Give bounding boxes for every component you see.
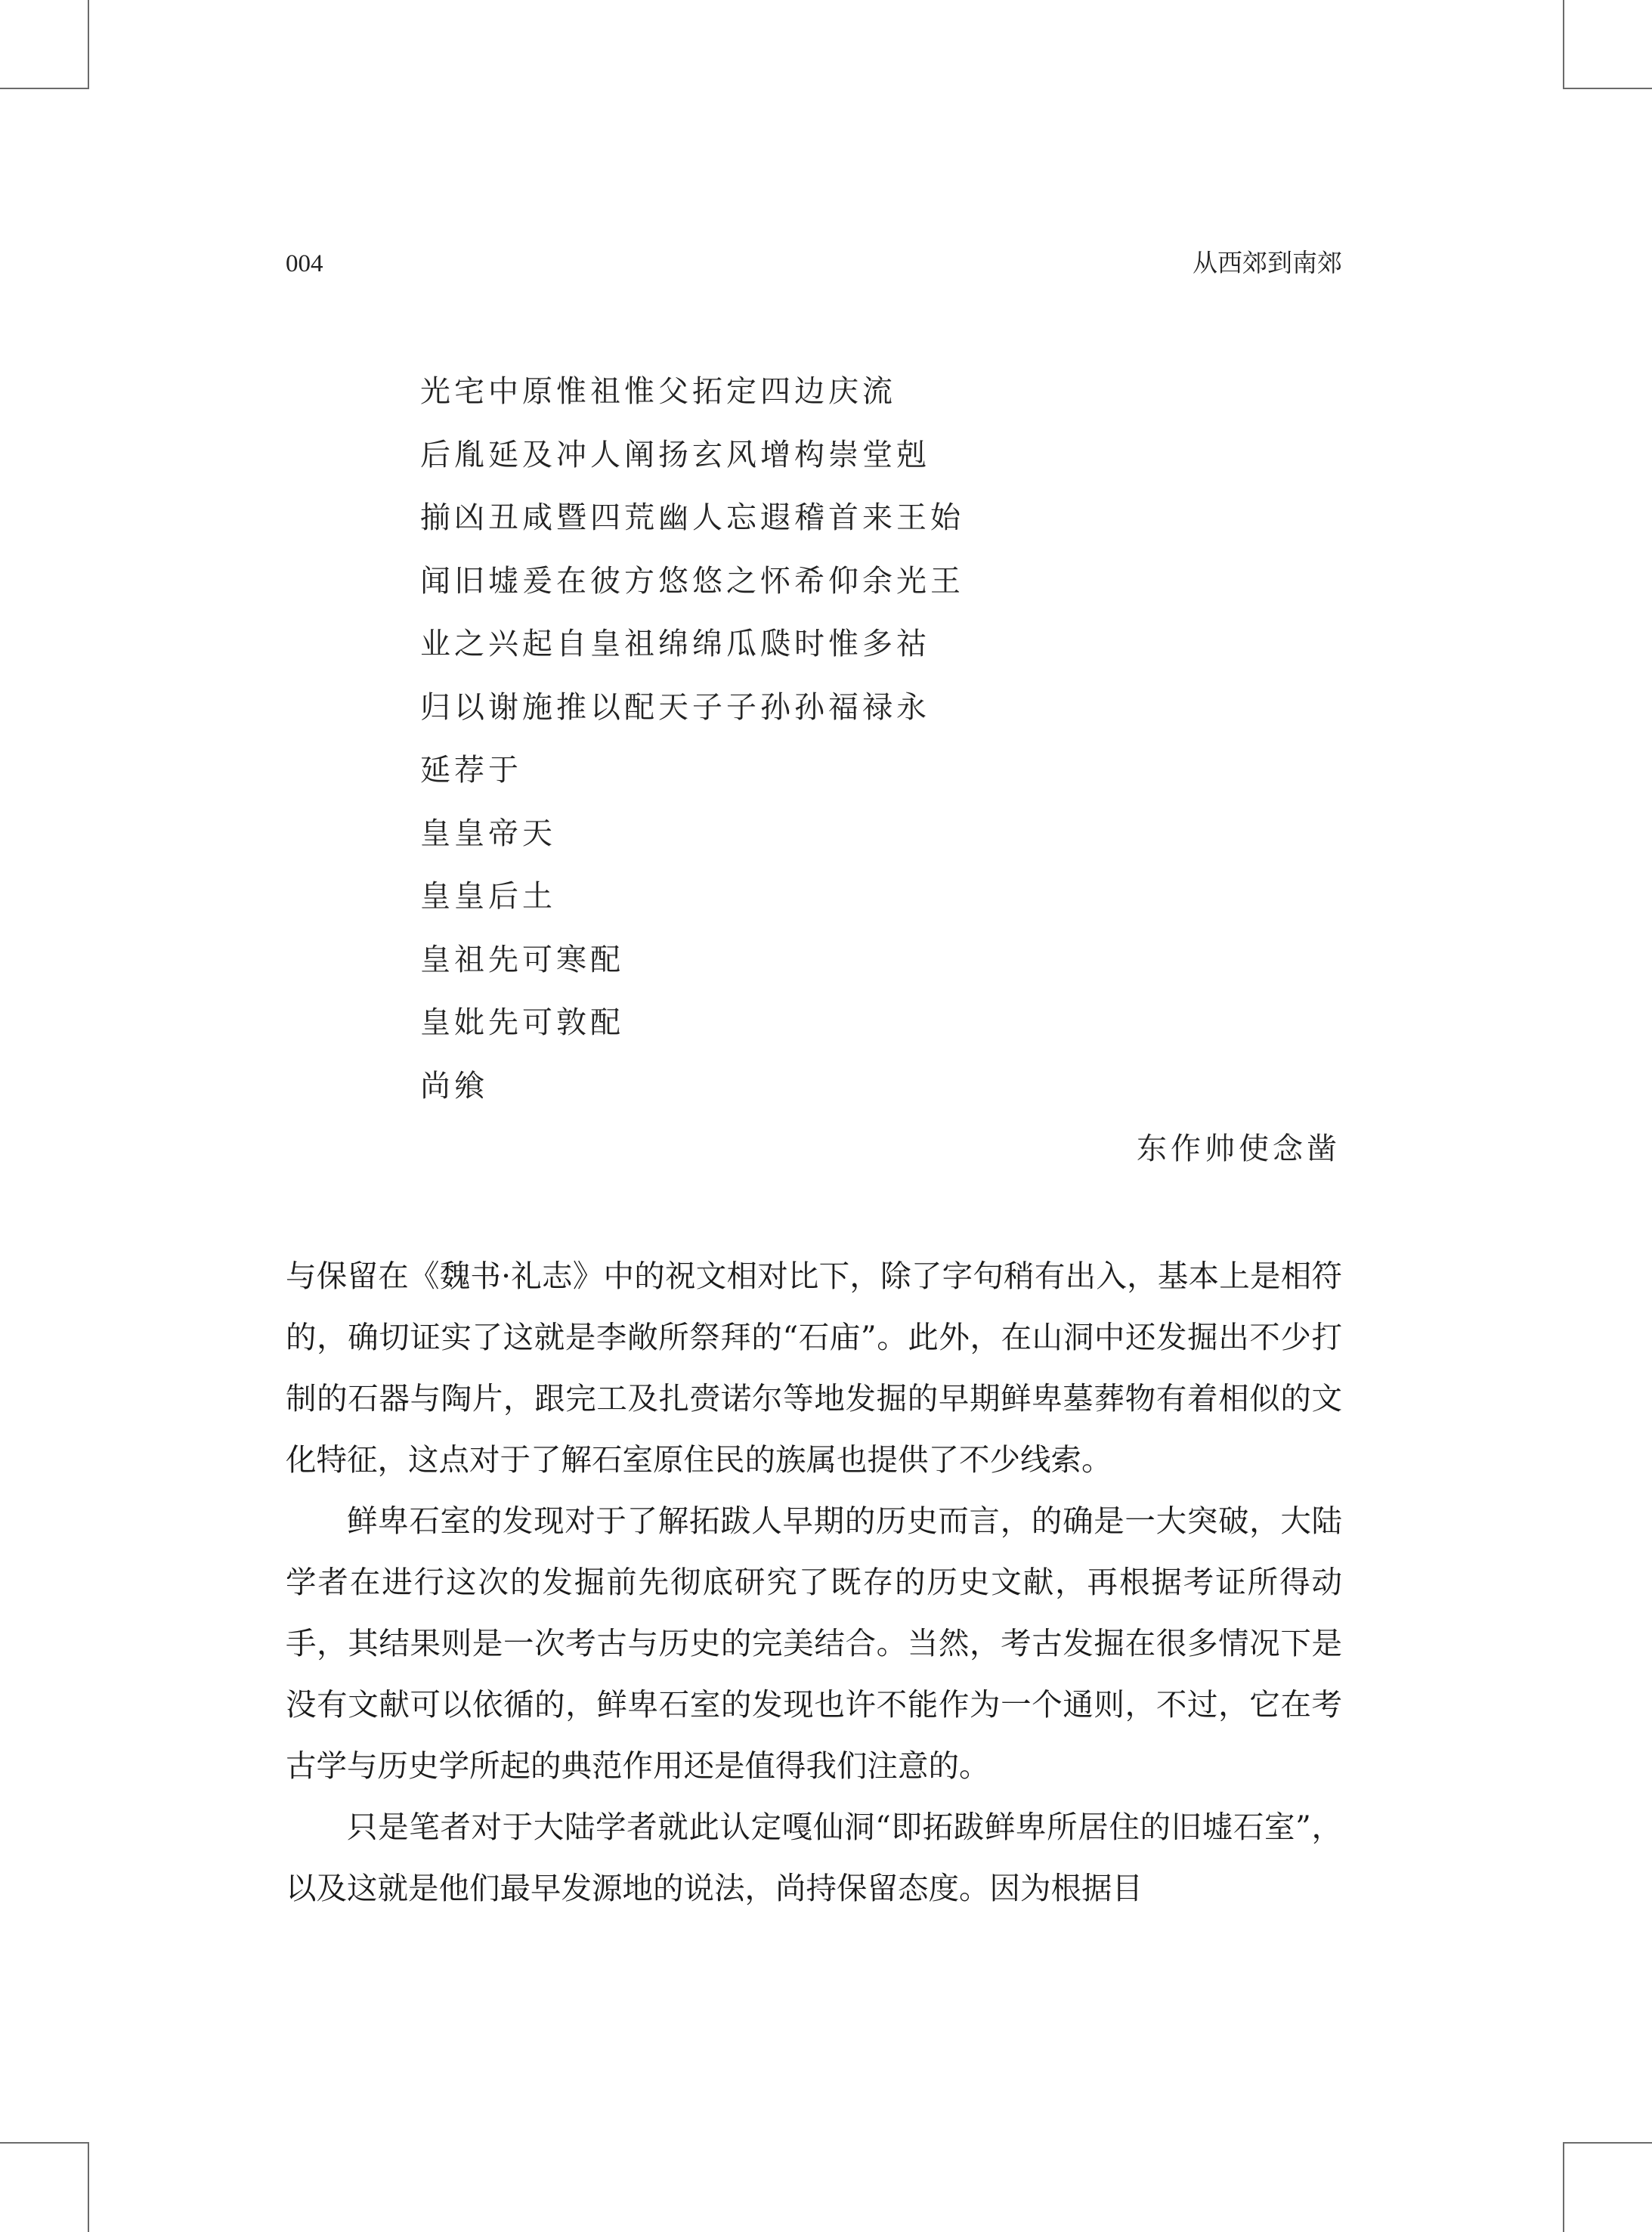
crop-mark <box>1563 88 1652 89</box>
body-text <box>286 1246 1342 1919</box>
inscription-line: 后胤延及冲人阐扬玄风增构崇堂剋 <box>420 437 930 472</box>
inscription-line: 尚飨 <box>420 1068 488 1104</box>
inscription-line: 闻旧墟爰在彼方悠悠之怀希仰余光王 <box>420 563 964 599</box>
inscription-signature: 东作帅使念凿 <box>1137 1131 1341 1166</box>
inscription-line: 归以谢施推以配天子子孙孙福禄永 <box>420 689 930 725</box>
inscription-line: 皇妣先可敦配 <box>420 1005 624 1040</box>
inscription-line: 皇祖先可寒配 <box>420 942 624 977</box>
inscription-line: 延荐于 <box>420 753 522 788</box>
crop-mark <box>0 88 89 89</box>
paragraph: 鲜卑石室的发现对于了解拓跋人早期的历史而言，的确是一大突破，大陆学者在进行这次的发掘前先彻底研究了既存的历史文献，再根据考证所得动手，其结果则是一次考古与历史的完美结合。当然，考古发掘在很多情况下是没有文献可以依循的，鲜卑石室的发现也许不能作为一个通则，不过，它在考古学与历史学所起的典范作用还是值得我们注意的。 <box>286 1503 1342 1784</box>
paragraph: 与保留在《魏书·礼志》中的祝文相对比下，除了字句稍有出入，基本上是相符的，确切证实了这就是李敞所祭拜的“石庙”。此外，在山洞中还发掘出不少打制的石器与陶片，跟完工及扎赍诺尔等地发掘的早期鲜卑墓葬物有着相似的文化特征，这点对于了解石室原住民的族属也提供了不少线索。 <box>286 1258 1342 1478</box>
crop-mark <box>1563 0 1564 89</box>
inscription-line: 业之兴起自皇祖绵绵瓜瓞时惟多祜 <box>420 627 930 661</box>
crop-mark <box>0 2142 89 2144</box>
running-title: 从西郊到南郊 <box>1193 250 1342 277</box>
crop-mark <box>1563 2142 1564 2232</box>
inscription-line: 揃凶丑咸暨四荒幽人忘遐稽首来王始 <box>420 500 964 535</box>
crop-mark <box>88 0 89 89</box>
crop-mark <box>88 2142 89 2232</box>
inscription-text <box>420 367 964 1125</box>
page-number: 004 <box>286 250 323 277</box>
inscription-line: 光宅中原惟祖惟父拓定四边庆流 <box>420 374 896 409</box>
paragraph: 只是笔者对于大陆学者就此认定嘎仙洞“即拓跋鲜卑所居住的旧墟石室”，以及这就是他们最早发源地的说法，尚持保留态度。因为根据目 <box>286 1809 1342 1906</box>
crop-mark <box>1563 2142 1652 2144</box>
inscription-line: 皇皇后土 <box>420 879 556 914</box>
inscription-line: 皇皇帝天 <box>420 816 556 851</box>
